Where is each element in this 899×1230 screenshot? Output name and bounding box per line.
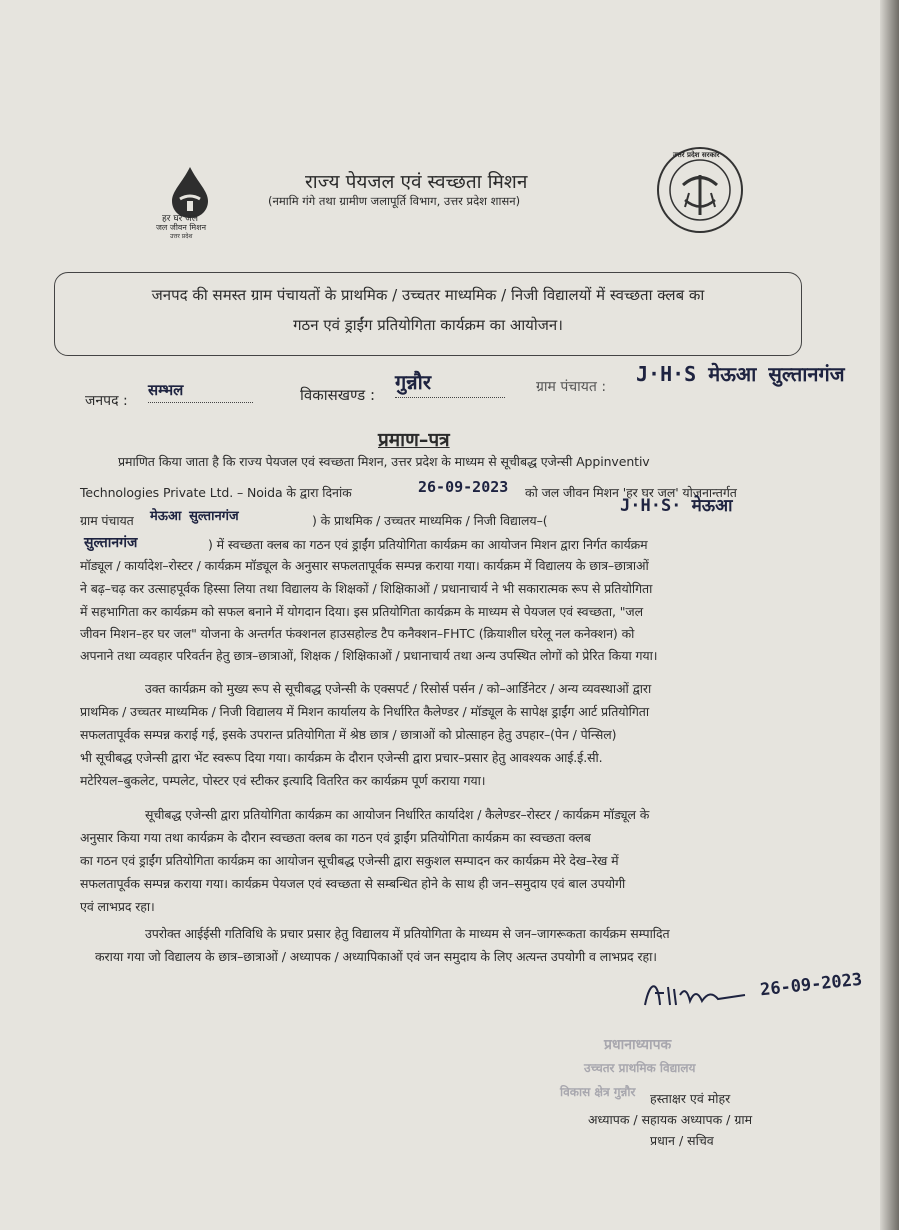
hw-date: 26-09-2023 [418, 478, 509, 496]
p1-line-4: ) में स्वच्छता क्लब का गठन एवं ड्राईंग प्रतियोगिता कार्यक्रम का आयोजन मिशन द्वारा निर्गत कार्यक्रम [208, 537, 648, 552]
p4-line-2: कराया गया जो विद्यालय के छात्र–छात्राओं / अध्यापक / अध्यापिकाओं एवं जन समुदाय के लिए अत्यन्त उपयोगी व लाभप्रद रहा। [95, 949, 657, 964]
p3-line-5: एवं लाभप्रद रहा। [80, 899, 155, 914]
hw-school: J·H·S· मेऊआ [620, 496, 733, 516]
p2-line-3: सफलतापूर्वक सम्पन्न कराई गई, इसके उपरान्त प्रतियोगिता में श्रेष्ठ छात्र / छात्राओं को प्रोत्साहन हेतु उपहार–(पेन / पेन्सिल) [80, 727, 617, 742]
p3-line-3: का गठन एवं ड्राईंग प्रतियोगिता कार्यक्रम का आयोजन सूचीबद्ध एजेन्सी द्वारा सकुशल सम्पादन कर कार्यक्रम मेरे देख–रेख में [80, 853, 619, 868]
header-title: राज्य पेयजल एवं स्वच्छता मिशन [305, 171, 528, 193]
p1-line-2b: को जल जीवन मिशन 'हर घर जल' योजनान्तर्गत [525, 485, 737, 500]
p1-line-8: जीवन मिशन–हर घर जल" योजना के अन्तर्गत फंक्शनल हाउसहोल्ड टैप कनैक्शन–FHTC (क्रियाशील घरेलू नल कनेक्शन) को [80, 626, 635, 641]
hw-gram: मेऊआ सुल्तानगंज [150, 509, 239, 524]
p3-line-4: सफलतापूर्वक सम्पन्न कराया गया। कार्यक्रम पेयजल एवं स्वच्छता से सम्बन्धित होने के साथ ही जन–समुदाय एवं बाल उपयोगी [80, 876, 626, 891]
logo-text-3: उत्तर प्रदेश [170, 233, 193, 240]
seal-text: उत्तर प्रदेश सरकार [673, 151, 720, 159]
signature-label: हस्ताक्षर एवं मोहर [650, 1091, 731, 1106]
p2-line-1: उक्त कार्यक्रम को मुख्य रूप से सूचीबद्ध एजेन्सी के एक्सपर्ट / रिसोर्स पर्सन / को–आर्डिनेटर / अन्य व्यवस्थाओं द्वारा [145, 681, 652, 696]
p1-line-2a: Technologies Private Ltd. – Noida के द्वारा दिनांक [80, 485, 352, 500]
signature-designation-2: प्रधान / सचिव [650, 1133, 714, 1148]
stamp-line-1: प्रधानाध्यापक [604, 1037, 672, 1053]
vikaskhand-value: गुन्नौर [395, 368, 505, 398]
up-government-seal [655, 145, 745, 235]
p1-line-5: मॉड्यूल / कार्यादेश–रोस्टर / कार्यक्रम मॉड्यूल के अनुसार सफलतापूर्वक सम्पन्न कराया गया। कार्यक्रम में विद्यालय के छात्र–छात्राओं [80, 558, 649, 573]
signature-designation: अध्यापक / सहायक अध्यापक / ग्राम [588, 1112, 753, 1127]
p1-line-3a: ग्राम पंचायत [80, 513, 134, 528]
stamp-line-3: विकास क्षेत्र गुन्नौर [560, 1085, 636, 1099]
p1-line-7: में सहभागिता कर कार्यक्रम को सफल बनाने में योगदान दिया। इस प्रतियोगिता कार्यक्रम के माध्यम से पेयजल एवं स्वच्छता, "जल [80, 604, 643, 619]
janpad-value: सम्भल [148, 380, 253, 403]
logo-text-2: जल जीवन मिशन [156, 223, 207, 232]
page-edge-shadow [880, 0, 899, 1230]
p1-line-1: प्रमाणित किया जाता है कि राज्य पेयजल एवं स्वच्छता मिशन, उत्तर प्रदेश के माध्यम से सूचीबद्ध एजेन्सी Appinventiv [118, 454, 650, 469]
jal-jeevan-mission-logo [156, 165, 220, 245]
signature-scribble [640, 975, 750, 1015]
p1-line-3b: ) के प्राथमिक / उच्चतर माध्यमिक / निजी विद्यालय–( [312, 513, 548, 528]
banner-line-2: गठन एवं ड्राईंग प्रतियोगिता कार्यक्रम का आयोजन। [293, 316, 563, 334]
banner-line-1: जनपद की समस्त ग्राम पंचायतों के प्राथमिक / उच्चतर माध्यमिक / निजी विद्यालयों में स्वच्छता क्लब का [151, 286, 705, 304]
header-subtitle: (नमामि गंगे तथा ग्रामीण जलापूर्ति विभाग, उत्तर प्रदेश शासन) [268, 194, 521, 208]
certificate-title: प्रमाण–पत्र [378, 429, 450, 451]
p4-line-1: उपरोक्त आईईसी गतिविधि के प्रचार प्रसार हेतु विद्यालय में प्रतियोगिता के माध्यम से जन–जागरूकता कार्यक्रम सम्पादित [145, 926, 670, 941]
stamp-line-2: उच्चतर प्राथमिक विद्यालय [584, 1061, 696, 1075]
p3-line-1: सूचीबद्ध एजेन्सी द्वारा प्रतियोगिता कार्यक्रम का आयोजन निर्धारित कार्यादेश / कैलेण्डर–रोस्टर / कार्यक्रम मॉड्यूल के [145, 807, 650, 822]
p2-line-2: प्राथमिक / उच्चतर माध्यमिक / निजी विद्यालय में मिशन कार्यालय के निर्धारित कैलेण्डर / मॉड्यूल के सापेक्ष ड्राईंग आर्ट प्रतियोगिता [80, 704, 650, 719]
vikaskhand-label: विकासखण्ड : [300, 386, 376, 404]
p1-line-6: ने बढ़–चढ़ कर उत्साहपूर्वक हिस्सा लिया तथा विद्यालय के शिक्षकों / शिक्षिकाओं / प्रधानाचार्य ने भी सकारात्मक रूप से प्रतियोगिता [80, 581, 653, 596]
gram-panchayat-label: ग्राम पंचायत : [536, 379, 607, 395]
janpad-label: जनपद : [85, 393, 128, 409]
topic-banner [54, 272, 802, 356]
logo-text-1: हर घर जल [162, 214, 198, 224]
p2-line-4: भी सूचीबद्ध एजेन्सी द्वारा भेंट स्वरूप दिया गया। कार्यक्रम के दौरान एजेन्सी द्वारा प्रचार–प्रसार हेतु आवश्यक आई.ई.सी. [80, 750, 603, 765]
hw-school-2: सुल्तानगंज [84, 535, 138, 551]
gram-panchayat-value: J·H·S मेऊआ सुल्तानगंज [636, 362, 845, 386]
hw-sign-date: 26-09-2023 [759, 969, 864, 1001]
p2-line-5: मटेरियल–बुकलेट, पम्पलेट, पोस्टर एवं स्टीकर इत्यादि वितरित कर कार्यक्रम पूर्ण कराया गया। [80, 773, 486, 788]
p3-line-2: अनुसार किया गया तथा कार्यक्रम के दौरान स्वच्छता क्लब का गठन एवं ड्राईंग प्रतियोगिता कार्यक्रम का स्वच्छता क्लब [80, 830, 591, 845]
p1-line-9: अपनाने तथा व्यवहार परिवर्तन हेतु छात्र–छात्राओं, शिक्षक / शिक्षिकाओं / प्रधानाचार्य तथा अन्य उपस्थित लोगों को प्रेरित किया गया। [80, 648, 658, 663]
